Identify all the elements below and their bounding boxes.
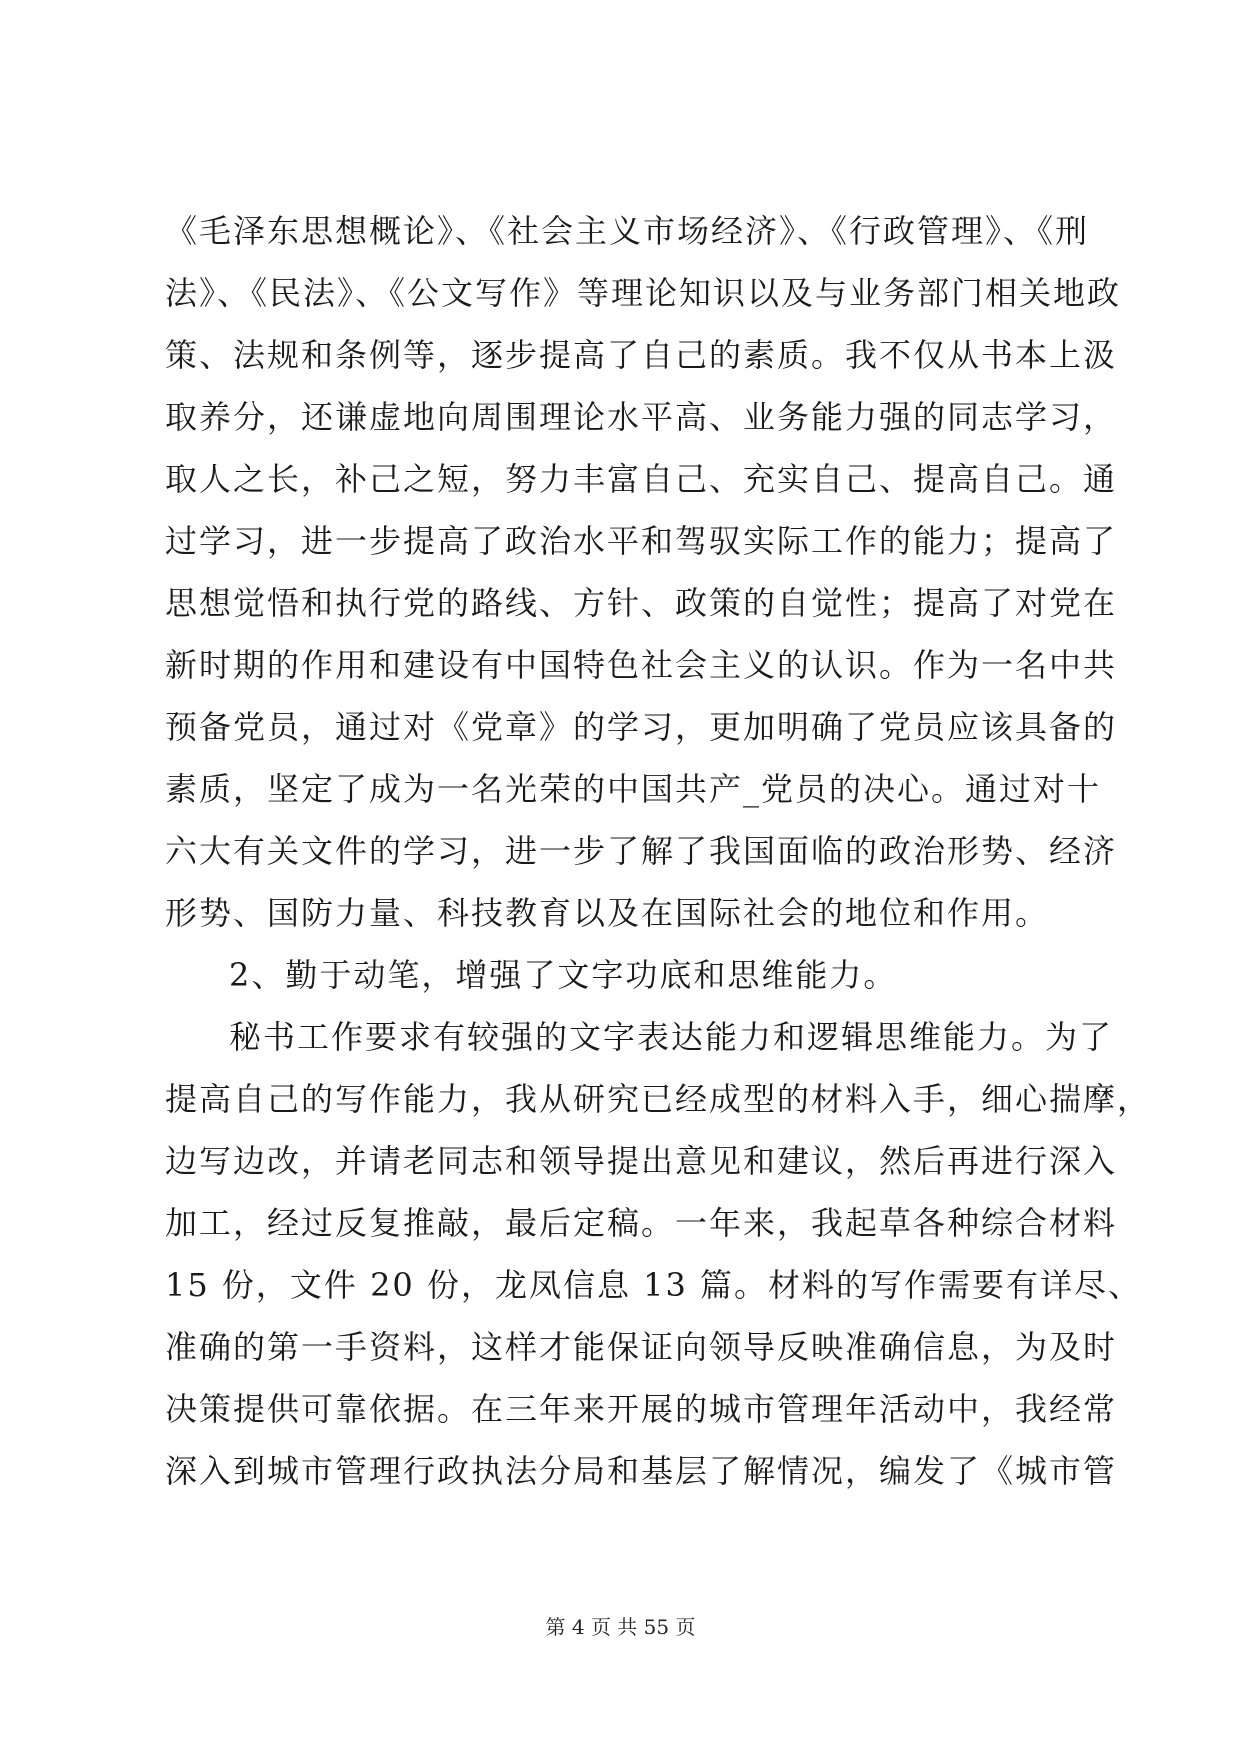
- page-footer: 第 4 页 共 55 页: [545, 1615, 696, 1639]
- text-line: 加工，经过反复推敲，最后定稿。一年来，我起草各种综合材料: [165, 1204, 1118, 1242]
- text-line: 策、法规和条例等，逐步提高了自己的素质。我不仅从书本上汲: [165, 336, 1118, 374]
- text-line: 思想觉悟和执行党的路线、方针、政策的自觉性；提高了对党在: [165, 584, 1118, 622]
- text-line: 预备党员，通过对《党章》的学习，更加明确了党员应该具备的: [165, 708, 1118, 746]
- text-line: 边写边改，并请老同志和领导提出意见和建议，然后再进行深入: [165, 1142, 1118, 1180]
- text-line: 素质，坚定了成为一名光荣的中国共产_党员的决心。通过对十: [165, 770, 1102, 808]
- text-line: 决策提供可靠依据。在三年来开展的城市管理年活动中，我经常: [165, 1390, 1118, 1428]
- text-line: 秘书工作要求有较强的文字表达能力和逻辑思维能力。为了: [229, 1018, 1114, 1056]
- text-line: 《毛泽东思想概论》、《社会主义市场经济》、《行政管理》、《刑: [165, 212, 1090, 250]
- text-line: 提高自己的写作能力，我从研究已经成型的材料入手，细心揣摩，: [165, 1080, 1152, 1118]
- text-line: 形势、国防力量、科技教育以及在国际社会的地位和作用。: [165, 894, 1050, 932]
- text-line: 过学习，进一步提高了政治水平和驾驭实际工作的能力；提高了: [165, 522, 1118, 560]
- text-line: 新时期的作用和建设有中国特色社会主义的认识。作为一名中共: [165, 646, 1118, 684]
- section-heading: 2、勤于动笔，增强了文字功底和思维能力。: [229, 956, 898, 994]
- text-line: 取养分，还谦虚地向周围理论水平高、业务能力强的同志学习，: [165, 398, 1118, 436]
- text-line: 15 份，文件 20 份，龙凤信息 13 篇。材料的写作需要有详尽、: [165, 1266, 1143, 1304]
- text-line: 深入到城市管理行政执法分局和基层了解情况，编发了《城市管: [165, 1452, 1118, 1490]
- text-line: 法》、《民法》、《公文写作》等理论知识以及与业务部门相关地政: [165, 274, 1122, 312]
- document-body: [165, 200, 1152, 1502]
- text-line: 取人之长，补己之短，努力丰富自己、充实自己、提高自己。通: [165, 460, 1118, 498]
- text-line: 准确的第一手资料，这样才能保证向领导反映准确信息，为及时: [165, 1328, 1118, 1366]
- text-line: 六大有关文件的学习，进一步了解了我国面临的政治形势、经济: [165, 832, 1118, 870]
